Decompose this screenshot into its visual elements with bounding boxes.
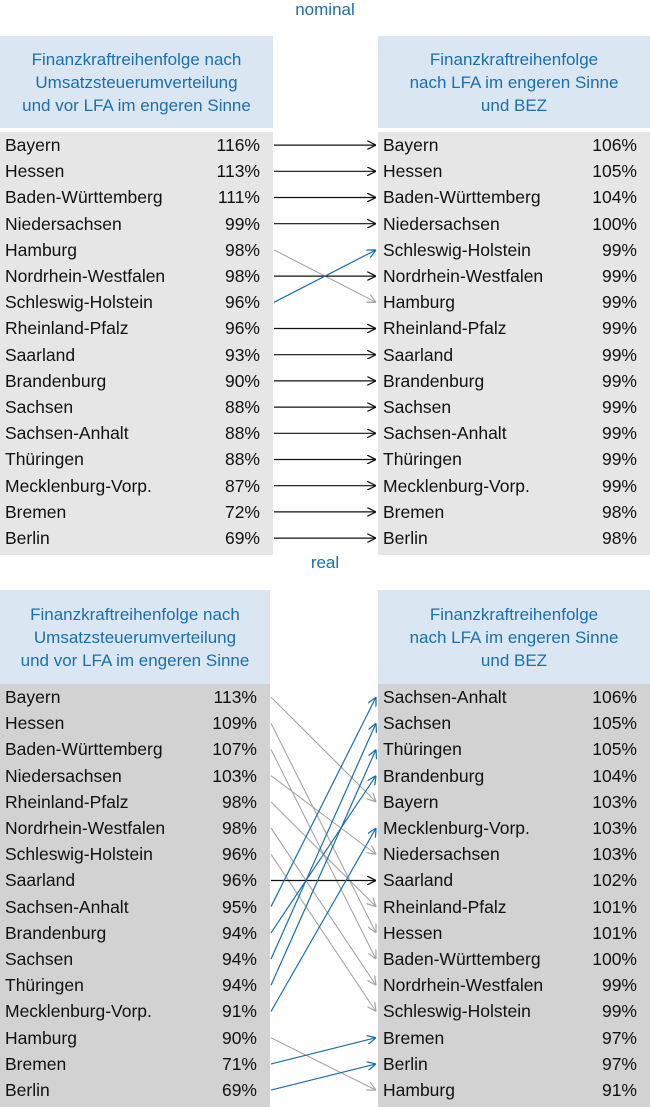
state-name: Sachsen-Anhalt [383, 423, 507, 444]
state-percent: 94% [221, 975, 257, 996]
arrow-sachsen [271, 723, 376, 959]
state-percent: 87% [224, 475, 260, 496]
state-percent: 90% [224, 370, 260, 391]
arrow-brandenburg [271, 776, 376, 933]
state-percent: 101% [592, 922, 637, 943]
state-name: Hamburg [5, 239, 77, 260]
header-line: Finanzkraftreihenfolge nach [30, 604, 240, 624]
state-name: Nordrhein-Westfalen [5, 818, 166, 838]
state-name: Nordrhein-Westfalen [383, 266, 544, 286]
state-name: Mecklenburg-Vorp. [383, 818, 530, 838]
header-line: Finanzkraftreihenfolge [429, 49, 599, 69]
state-percent: 97% [601, 1053, 637, 1074]
state-percent: 94% [221, 949, 257, 969]
state-name: Sachsen [383, 713, 452, 734]
header-line: und vor LFA im engeren Sinne [20, 650, 250, 670]
state-name: Sachsen [383, 397, 452, 417]
state-name: Sachsen-Anhalt [383, 687, 507, 707]
header-line: nach LFA im engeren Sinne [409, 627, 619, 647]
state-name: Schleswig-Holstein [383, 239, 531, 260]
state-percent: 101% [592, 896, 637, 917]
state-percent: 104% [592, 187, 637, 208]
state-name: Sachsen [5, 949, 74, 969]
state-name: Rheinland-Pfalz [383, 896, 507, 917]
state-name: Bremen [5, 501, 67, 522]
state-name: Brandenburg [383, 765, 485, 786]
section-title-nominal: nominal [295, 0, 355, 19]
state-percent: 71% [221, 1053, 257, 1074]
state-percent: 104% [592, 765, 637, 786]
state-percent: 109% [212, 713, 257, 734]
state-percent: 98% [221, 818, 257, 838]
state-percent: 96% [224, 318, 260, 339]
state-percent: 99% [601, 975, 637, 996]
state-name: Hamburg [383, 292, 455, 313]
state-percent: 99% [601, 370, 637, 391]
state-percent: 90% [221, 1027, 257, 1048]
state-name: Berlin [5, 528, 50, 548]
state-name: Niedersachsen [5, 765, 122, 786]
state-name: Berlin [383, 528, 428, 548]
state-name: Hamburg [5, 1027, 77, 1048]
state-name: Sachsen-Anhalt [5, 423, 129, 444]
state-percent: 105% [592, 161, 637, 182]
state-name: Niedersachsen [383, 213, 500, 234]
state-percent: 99% [601, 292, 637, 313]
arrow-nordrhein-westfalen [271, 828, 376, 985]
state-percent: 98% [224, 266, 260, 286]
state-name: Hessen [5, 713, 65, 734]
header-line: Finanzkraftreihenfolge nach [31, 49, 242, 69]
state-name: Sachsen-Anhalt [5, 896, 129, 917]
state-name: Hessen [5, 161, 65, 182]
state-percent: 100% [592, 213, 637, 234]
state-percent: 99% [601, 475, 637, 496]
state-name: Baden-Württemberg [383, 949, 541, 969]
state-name: Berlin [5, 1080, 50, 1100]
state-name: Brandenburg [5, 922, 107, 943]
arrow-berlin [271, 1064, 376, 1090]
state-name: Nordrhein-Westfalen [383, 975, 544, 996]
state-percent: 88% [224, 423, 260, 444]
state-name: Thüringen [383, 739, 462, 760]
state-percent: 95% [221, 896, 257, 917]
state-percent: 107% [212, 739, 257, 760]
state-percent: 93% [224, 344, 260, 365]
state-name: Rheinland-Pfalz [383, 318, 507, 339]
state-percent: 99% [224, 213, 260, 234]
state-name: Niedersachsen [383, 844, 500, 865]
state-percent: 96% [221, 844, 257, 865]
arrow-mecklenburg-vorp- [271, 828, 376, 1011]
header-line: Finanzkraftreihenfolge [429, 604, 599, 624]
state-percent: 105% [592, 739, 637, 760]
state-percent: 103% [592, 791, 637, 812]
state-percent: 99% [601, 266, 637, 286]
state-percent: 103% [592, 818, 637, 838]
state-percent: 98% [601, 528, 637, 548]
state-name: Bayern [5, 135, 61, 155]
header-line: und BEZ [480, 650, 548, 670]
state-percent: 103% [212, 765, 257, 786]
state-percent: 111% [217, 187, 260, 208]
state-percent: 106% [592, 135, 637, 155]
state-name: Saarland [383, 344, 454, 365]
state-percent: 98% [601, 501, 637, 522]
state-name: Thüringen [5, 975, 84, 996]
state-name: Mecklenburg-Vorp. [5, 475, 152, 496]
state-name: Baden-Württemberg [5, 739, 163, 760]
state-percent: 96% [221, 870, 257, 891]
state-name: Brandenburg [383, 370, 485, 391]
state-name: Bremen [383, 501, 445, 522]
state-name: Sachsen [5, 397, 74, 417]
state-name: Saarland [383, 870, 454, 891]
state-percent: 69% [221, 1080, 257, 1100]
state-percent: 99% [601, 239, 637, 260]
state-name: Bayern [383, 135, 439, 155]
state-name: Nordrhein-Westfalen [5, 266, 166, 286]
state-percent: 103% [592, 844, 637, 865]
header-line: Umsatzsteuerumverteilung [35, 72, 238, 92]
state-name: Hessen [383, 161, 443, 182]
state-percent: 91% [601, 1080, 637, 1100]
state-name: Niedersachsen [5, 213, 122, 234]
state-name: Brandenburg [5, 370, 107, 391]
state-name: Baden-Württemberg [5, 187, 163, 208]
state-name: Hamburg [383, 1080, 455, 1100]
arrow-th-ringen [271, 750, 376, 986]
state-percent: 102% [592, 870, 637, 891]
state-name: Schleswig-Holstein [5, 844, 153, 865]
state-percent: 99% [601, 423, 637, 444]
state-name: Mecklenburg-Vorp. [5, 1001, 152, 1022]
state-percent: 91% [221, 1001, 257, 1022]
state-name: Bremen [383, 1027, 445, 1048]
state-name: Saarland [5, 870, 76, 891]
state-percent: 88% [224, 397, 260, 417]
arrow-hessen [271, 723, 376, 933]
state-name: Thüringen [383, 449, 462, 470]
state-name: Thüringen [5, 449, 84, 470]
state-percent: 72% [224, 501, 260, 522]
arrow-hamburg [271, 1038, 376, 1090]
arrow-bremen [271, 1038, 376, 1064]
state-percent: 88% [224, 449, 260, 470]
section-title-real: real [310, 553, 340, 572]
header-line: und vor LFA im engeren Sinne [22, 95, 251, 115]
state-name: Schleswig-Holstein [383, 1001, 531, 1022]
state-name: Baden-Württemberg [383, 187, 541, 208]
state-name: Hessen [383, 922, 443, 943]
state-percent: 116% [216, 135, 260, 155]
state-percent: 97% [601, 1027, 637, 1048]
state-name: Rheinland-Pfalz [5, 318, 129, 339]
state-percent: 69% [224, 528, 260, 548]
state-percent: 105% [592, 713, 637, 734]
state-name: Bremen [5, 1053, 67, 1074]
state-percent: 99% [601, 318, 637, 339]
state-percent: 106% [592, 687, 637, 707]
header-line: Umsatzsteuerumverteilung [33, 627, 237, 647]
arrow-schleswig-holstein [271, 854, 376, 1011]
state-percent: 94% [221, 922, 257, 943]
state-percent: 99% [601, 344, 637, 365]
state-name: Saarland [5, 344, 76, 365]
header-line: nach LFA im engeren Sinne [409, 72, 619, 92]
state-percent: 96% [224, 292, 260, 313]
state-percent: 113% [216, 161, 260, 182]
state-percent: 99% [601, 449, 637, 470]
state-percent: 99% [601, 1001, 637, 1022]
state-percent: 98% [224, 239, 260, 260]
header-line: und BEZ [480, 95, 548, 115]
state-name: Schleswig-Holstein [5, 292, 153, 313]
state-percent: 100% [592, 949, 637, 969]
state-name: Bayern [5, 687, 61, 707]
arrow-sachsen-anhalt [271, 697, 376, 907]
state-name: Rheinland-Pfalz [5, 791, 129, 812]
state-percent: 113% [213, 687, 257, 707]
state-percent: 98% [221, 791, 257, 812]
state-name: Mecklenburg-Vorp. [383, 475, 530, 496]
state-name: Bayern [383, 791, 439, 812]
state-name: Berlin [383, 1053, 428, 1074]
state-percent: 99% [601, 397, 637, 417]
